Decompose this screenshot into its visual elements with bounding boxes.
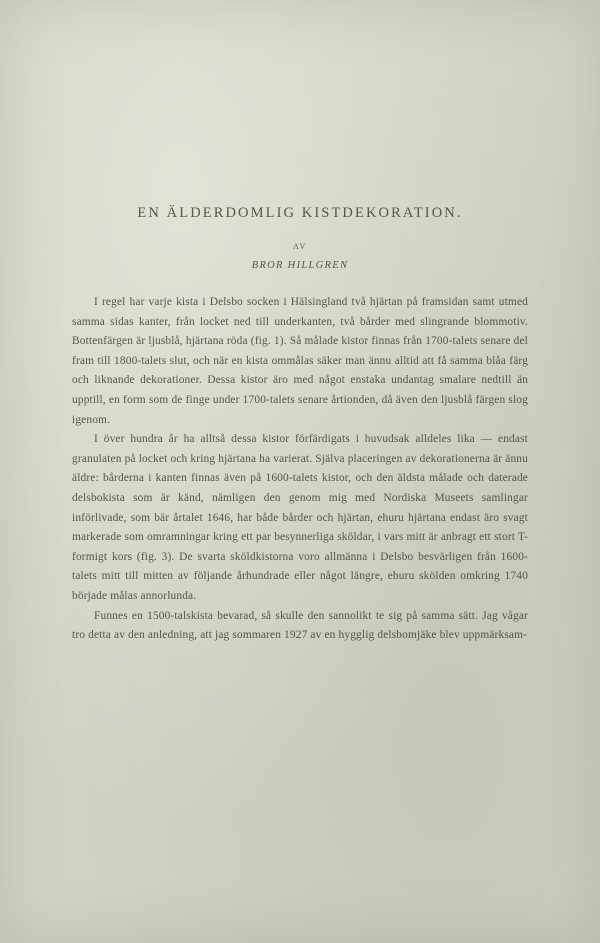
body-paragraph: Funnes en 1500-talskista bevarad, så skulle den sannolikt te sig på samma sätt. Jag vågar tro detta av den anledning, att jag sommaren 1927 av en hygglig delsbomjäke blev uppmärksam- bbox=[72, 609, 528, 642]
body-paragraph: I över hundra år ha alltså dessa kistor förfärdigats i huvudsak alldeles lika — endast granulaten på locket och kring hjärtana ha varierat. Själva placeringen av dekorationerna är ännu äldre: bårderna i kanten finnas även på 1600-talets kistor, och den äldsta målade och daterade delsbokista som är känd, nämligen den genom mig med Nordiska Museets samlingar införlivade, som bär årtalet 1646, har både bårder och hjärtan, ehuru hjärtana endast äro svagt markerade som omramningar kring ett par besynnerliga sköldar, i vars mitt är anbragt ett stort T-formigt kors (fig. 3). De svarta sköldkistorna voro allmänna i Delsbo besvärligen från 1600-talets mitt till mitten av följande århundrade eller något längre, ehuru skölden omkring 1740 började målas annorlunda. bbox=[72, 433, 528, 602]
author-name: BROR HILLGREN bbox=[251, 260, 349, 271]
page-title: EN ÄLDERDOMLIG KISTDEKORATION. bbox=[137, 205, 463, 221]
page-text-block bbox=[72, 205, 528, 646]
byline-label: AV bbox=[293, 242, 307, 251]
body-paragraph: I regel har varje kista i Delsbo socken i Hälsingland två hjärtan på framsidan samt utmed samma sidas kanter, från locket ned till underkanten, två bårder med slingrande blommotiv. Bottenfärgen är ljusblå, hjärtana röda (fig. 1). Så målade kistor finnas från 1700-talets senare del fram till 1800-talets slut, och när en kista ommålas säker man ännu alltid att få samma blåa färg och liknande dekorationer. Dessa kistor äro med något enstaka undantag smalare nedtill än upptill, en form som de finge under 1700-talets senare årtionden, då även den ljusblå färgen slog igenom. bbox=[72, 296, 528, 426]
